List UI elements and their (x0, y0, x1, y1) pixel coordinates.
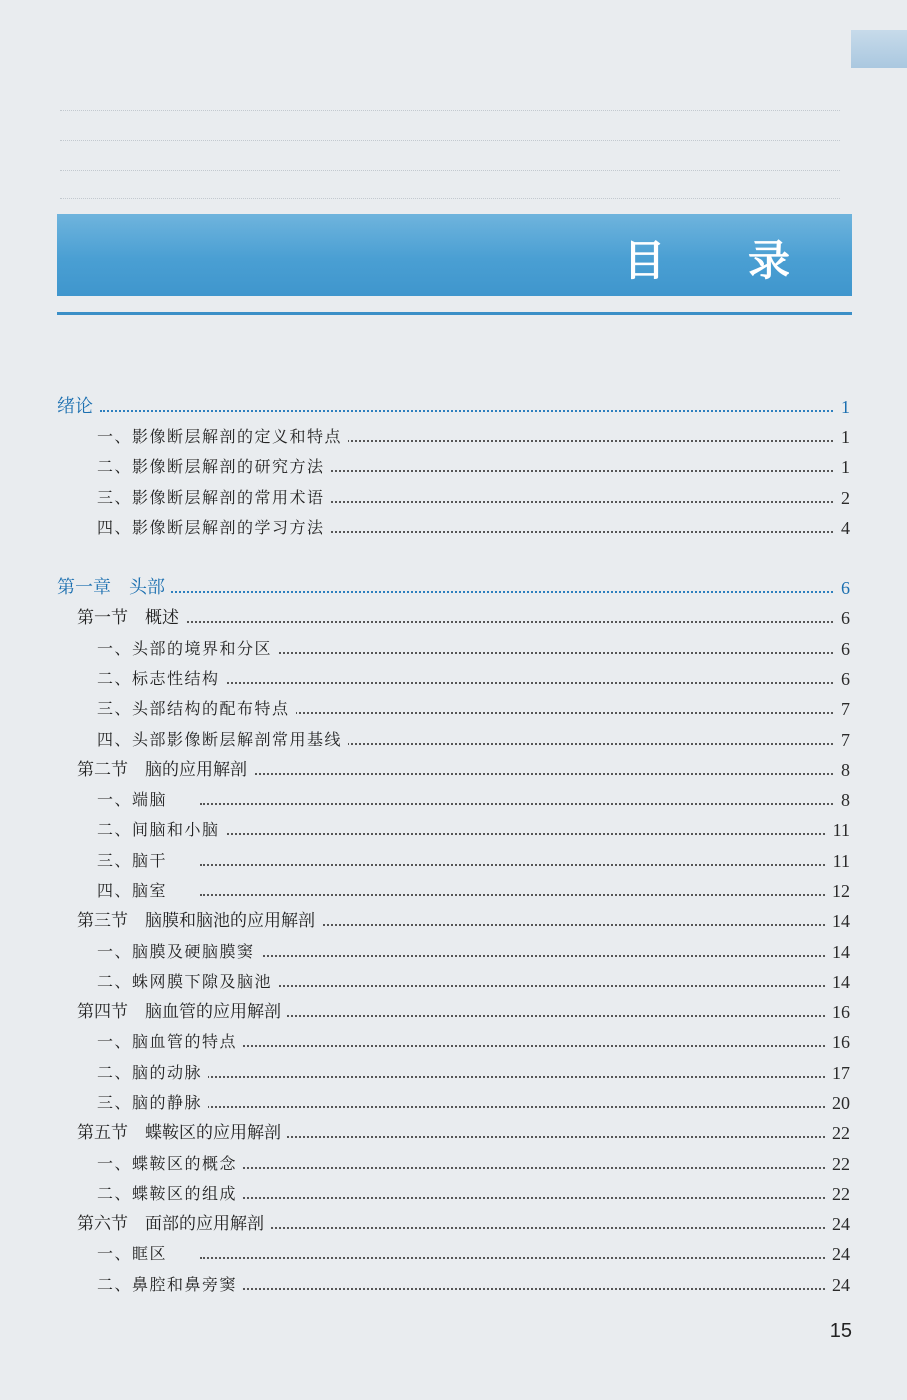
toc-entry-title: 二、鼻腔和鼻旁窦 (97, 1271, 243, 1299)
toc-entry-page: 22 (826, 1150, 850, 1178)
toc-entry-title: 第四节 脑血管的应用解剖 (77, 998, 287, 1026)
toc-entry (0, 1150, 907, 1178)
toc-entry (0, 847, 907, 875)
toc-entry-page: 6 (835, 604, 850, 632)
toc-entry-page: 11 (827, 847, 850, 875)
toc-entry-title: 二、蝶鞍区的组成 (97, 1180, 243, 1208)
dot-leader (200, 1167, 845, 1169)
dot-leader (180, 773, 845, 775)
toc-entry (0, 786, 907, 814)
toc-entry-title: 三、影像断层解剖的常用术语 (97, 484, 331, 512)
page-edge-strip (851, 30, 907, 68)
dot-leader (200, 712, 845, 714)
toc-entry (0, 484, 907, 512)
toc-entry-page: 1 (835, 453, 850, 481)
toc-entry-page: 6 (835, 665, 850, 693)
dot-leader (200, 1106, 845, 1108)
toc-entry-page: 11 (827, 816, 850, 844)
toc-entry-page: 22 (826, 1180, 850, 1208)
toc-entry-page: 22 (826, 1119, 850, 1147)
toc-entry-page: 7 (835, 726, 850, 754)
toc-entry (0, 968, 907, 996)
toc-entry-page: 6 (835, 574, 850, 602)
toc-entry (0, 574, 907, 602)
dot-leader (200, 985, 845, 987)
toc-entry (0, 393, 907, 421)
toc-entry-title: 第二节 脑的应用解剖 (77, 756, 253, 784)
bleed-through-line (60, 198, 840, 199)
toc-entry (0, 1119, 907, 1147)
toc-entry-title: 二、间脑和小脑 (97, 816, 226, 844)
toc-entry-title: 二、影像断层解剖的研究方法 (97, 453, 331, 481)
toc-entry (0, 816, 907, 844)
toc-entry (0, 907, 907, 935)
bleed-through-line (60, 110, 840, 111)
dot-leader (200, 1288, 845, 1290)
toc-entry (0, 635, 907, 663)
toc-entry-page: 20 (826, 1089, 850, 1117)
toc-banner (57, 214, 852, 296)
toc-entry-title: 一、脑血管的特点 (97, 1028, 243, 1056)
toc-entry-title: 第五节 蝶鞍区的应用解剖 (77, 1119, 287, 1147)
toc-entry (0, 938, 907, 966)
toc-entry (0, 1059, 907, 1087)
toc-entry-page: 1 (835, 423, 850, 451)
toc-entry-title: 一、头部的境界和分区 (97, 635, 278, 663)
dot-leader (200, 1257, 845, 1259)
toc-entry-title: 绪论 (57, 393, 99, 421)
toc-entry (0, 1089, 907, 1117)
toc-entry-title: 四、脑室 (97, 877, 173, 905)
toc-entry-title: 一、蝶鞍区的概念 (97, 1150, 243, 1178)
toc-entry-title: 一、端脑 (97, 786, 173, 814)
toc-entry-page: 16 (826, 1028, 850, 1056)
toc-entry (0, 695, 907, 723)
toc-entry-title: 一、眶区 (97, 1240, 173, 1268)
toc-entry (0, 423, 907, 451)
toc-entry-page: 16 (826, 998, 850, 1026)
toc-entry-page: 24 (826, 1210, 850, 1238)
dot-leader (180, 1227, 845, 1229)
toc-entry-title: 二、标志性结构 (97, 665, 226, 693)
toc-entry-page: 12 (826, 877, 850, 905)
toc-entry (0, 665, 907, 693)
dot-leader (200, 803, 845, 805)
toc-heading: 目 录 (623, 236, 824, 285)
toc-entry (0, 1240, 907, 1268)
dot-leader (100, 410, 845, 412)
banner-divider (57, 312, 852, 315)
toc-entry (0, 1028, 907, 1056)
toc-entry-title: 四、头部影像断层解剖常用基线 (97, 726, 348, 754)
toc-entry (0, 514, 907, 542)
bleed-through-line (60, 140, 840, 141)
toc-entry-page: 2 (835, 484, 850, 512)
toc-entry (0, 1271, 907, 1299)
dot-leader (200, 652, 845, 654)
toc-entry-title: 二、蛛网膜下隙及脑池 (97, 968, 278, 996)
toc-entry-title: 四、影像断层解剖的学习方法 (97, 514, 331, 542)
toc-entry-page: 24 (826, 1271, 850, 1299)
toc-entry-page: 14 (826, 938, 850, 966)
toc-entry-page: 7 (835, 695, 850, 723)
dot-leader (200, 1045, 845, 1047)
toc-entry-page: 14 (826, 968, 850, 996)
dot-leader (200, 1076, 845, 1078)
toc-entry-page: 17 (826, 1059, 850, 1087)
toc-entry-title: 一、脑膜及硬脑膜窦 (97, 938, 261, 966)
toc-entry-title: 第一章 头部 (57, 574, 171, 602)
toc-entry (0, 726, 907, 754)
toc-entry-title: 第六节 面部的应用解剖 (77, 1210, 270, 1238)
toc-entry-page: 6 (835, 635, 850, 663)
dot-leader (100, 591, 845, 593)
toc-entry (0, 1180, 907, 1208)
dot-leader (180, 621, 845, 623)
toc-entry-title: 二、脑的动脉 (97, 1059, 208, 1087)
toc-entry (0, 756, 907, 784)
dot-leader (200, 955, 845, 957)
toc-entry-page: 24 (826, 1240, 850, 1268)
toc-entry-page: 4 (835, 514, 850, 542)
bleed-through-line (60, 170, 840, 171)
dot-leader (200, 682, 845, 684)
toc-entry-page: 8 (835, 756, 850, 784)
toc-entry-page: 8 (835, 786, 850, 814)
dot-leader (200, 894, 845, 896)
toc-entry (0, 453, 907, 481)
page-number: 15 (829, 1320, 852, 1342)
dot-leader (200, 1197, 845, 1199)
toc-entry-title: 三、脑的静脉 (97, 1089, 208, 1117)
toc-entry-page: 14 (826, 907, 850, 935)
toc-entry-title: 一、影像断层解剖的定义和特点 (97, 423, 348, 451)
toc-entry-title: 第一节 概述 (77, 604, 185, 632)
dot-leader (200, 864, 845, 866)
toc-entry-title: 第三节 脑膜和脑池的应用解剖 (77, 907, 321, 935)
toc-entry (0, 604, 907, 632)
toc-entry (0, 877, 907, 905)
toc-entry-page: 1 (835, 393, 850, 421)
dot-leader (200, 833, 845, 835)
toc-entry (0, 1210, 907, 1238)
toc-entry-title: 三、脑干 (97, 847, 173, 875)
toc-entry-title: 三、头部结构的配布特点 (97, 695, 296, 723)
toc-entry (0, 998, 907, 1026)
